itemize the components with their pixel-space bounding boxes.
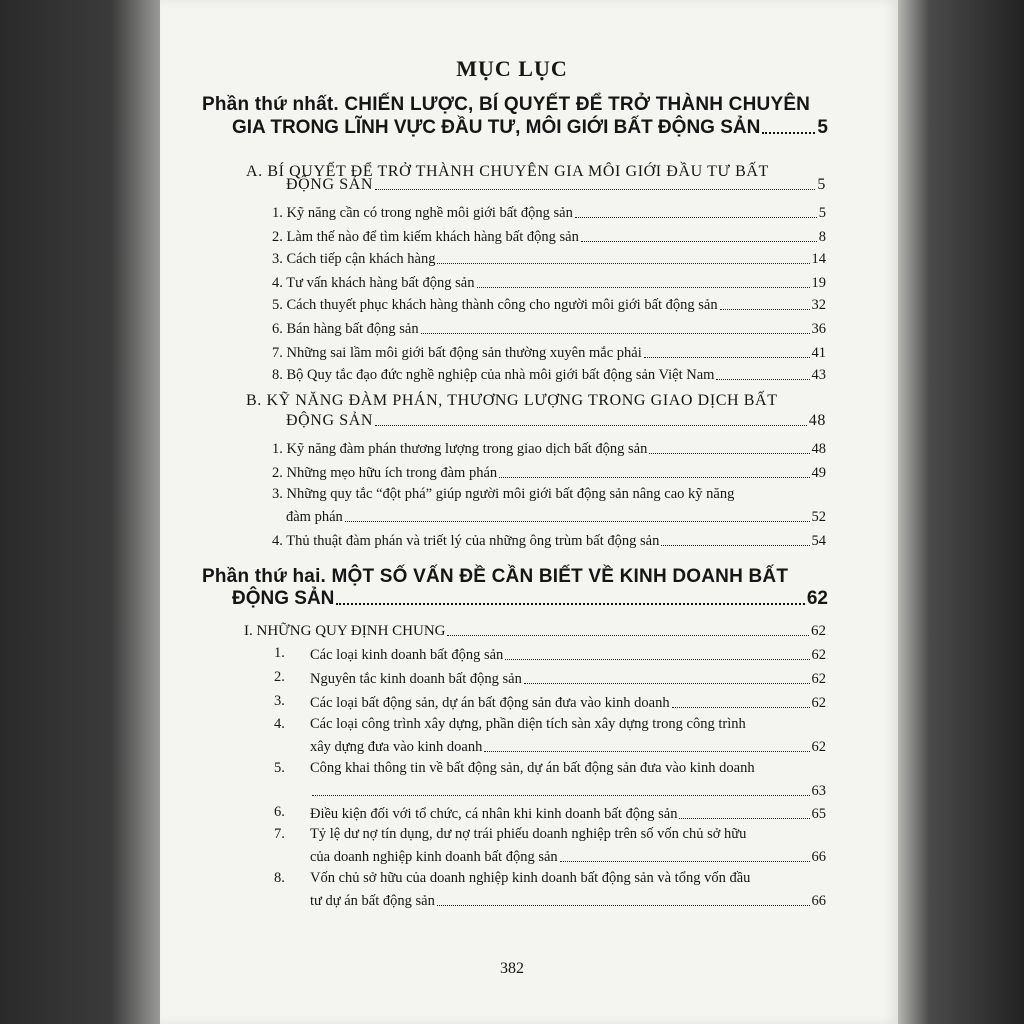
entry-page: 66 [811, 849, 826, 865]
entry-label-cont: của doanh nghiệp kinh doanh bất động sản [310, 849, 558, 865]
part1-page: 5 [817, 117, 828, 138]
leader-dots [649, 453, 809, 454]
part2-title-line1: Phần thứ hai. MỘT SỐ VẤN ĐỀ CẦN BIẾT VỀ KINH DOANH BẤT [202, 566, 789, 587]
leader-dots [447, 635, 809, 636]
secB-title-line2: ĐỘNG SẢN [286, 412, 374, 429]
toc-entry [272, 274, 826, 292]
toc-entry [272, 228, 826, 246]
entry-page: 41 [811, 345, 826, 361]
entry-label: Vốn chủ sở hữu của doanh nghiệp kinh doanh bất động sản và tổng vốn đầu [310, 870, 751, 886]
entry-page: 63 [811, 783, 826, 799]
leader-dots [661, 545, 809, 546]
leader-dots [437, 905, 810, 906]
item-number: 2. [274, 669, 285, 685]
leader-dots [720, 309, 810, 310]
leader-dots [644, 357, 810, 358]
toc-entry [310, 782, 826, 800]
leader-dots [524, 683, 810, 684]
leader-dots [312, 795, 810, 796]
toc-entry [272, 440, 826, 458]
secA-title-line1: A. BÍ QUYẾT ĐỂ TRỞ THÀNH CHUYÊN GIA MÔI GIỚI ĐẦU TƯ BẤT [246, 163, 769, 180]
secI-page: 62 [811, 623, 826, 639]
entry-label: 2. Những mẹo hữu ích trong đàm phán [272, 465, 498, 481]
secA-title-line2: ĐỘNG SẢN [286, 176, 374, 193]
item-number: 3. [274, 693, 285, 709]
secA-page: 5 [817, 176, 826, 193]
toc-entry [310, 694, 826, 712]
leader-dots [505, 659, 809, 660]
entry-label: 7. Những sai lầm môi giới bất động sản thường xuyên mắc phải [272, 345, 642, 361]
leader-dots [575, 217, 817, 218]
leader-dots [336, 603, 804, 605]
leader-dots [499, 477, 809, 478]
entry-page: 8 [818, 229, 826, 245]
item-number: 5. [274, 760, 285, 776]
background-right [898, 0, 1024, 1024]
toc-entry [272, 464, 826, 482]
toc-entry [310, 805, 826, 823]
entry-label: Các loại công trình xây dựng, phần diện tích sàn xây dựng trong công trình [310, 716, 746, 732]
secI-entry [244, 622, 826, 640]
leader-dots [581, 241, 817, 242]
leader-dots [375, 189, 815, 190]
secB-title-line1: B. KỸ NĂNG ĐÀM PHÁN, THƯƠNG LƯỢNG TRONG GIAO DỊCH BẤT [246, 392, 778, 409]
toc-entry [272, 532, 826, 550]
part1-entry [232, 117, 828, 139]
leader-dots [345, 521, 810, 522]
entry-page: 36 [811, 321, 826, 337]
leader-dots [716, 379, 809, 380]
entry-label-cont: tư dự án bất động sản [310, 893, 435, 909]
entry-label: Công khai thông tin về bất động sản, dự án bất động sản đưa vào kinh doanh [310, 760, 755, 776]
leader-dots [762, 132, 815, 134]
toc-entry [310, 670, 826, 688]
toc-entry [272, 204, 826, 222]
leader-dots [375, 425, 807, 426]
secA-entry [286, 176, 826, 194]
entry-label: Các loại kinh doanh bất động sản [310, 647, 504, 663]
item-number: 6. [274, 804, 285, 820]
part1-title-line1: Phần thứ nhất. CHIẾN LƯỢC, BÍ QUYẾT ĐỂ TRỞ THÀNH CHUYÊN [202, 94, 811, 115]
toc-entry [272, 344, 826, 362]
entry-label: 4. Thủ thuật đàm phán và triết lý của những ông trùm bất động sản [272, 533, 660, 549]
part2-title-line2: ĐỘNG SẢN [232, 588, 335, 609]
toc-entry [286, 508, 826, 526]
entry-page: 62 [811, 671, 826, 687]
entry-page: 14 [811, 251, 826, 267]
leader-dots [672, 707, 810, 708]
entry-page: 48 [811, 441, 826, 457]
entry-label: 4. Tư vấn khách hàng bất động sản [272, 275, 475, 291]
entry-page: 62 [811, 647, 826, 663]
entry-page: 49 [811, 465, 826, 481]
leader-dots [437, 263, 809, 264]
entry-label: 8. Bộ Quy tắc đạo đức nghề nghiệp của nhà môi giới bất động sản Việt Nam [272, 367, 715, 383]
toc-entry [272, 296, 826, 314]
entry-page: 62 [811, 739, 826, 755]
leader-dots [679, 818, 809, 819]
toc-entry [310, 848, 826, 866]
item-number: 1. [274, 645, 285, 661]
toc-entry [310, 892, 826, 910]
entry-page: 66 [811, 893, 826, 909]
leader-dots [484, 751, 809, 752]
secB-entry [286, 412, 826, 430]
toc-entry [310, 738, 826, 756]
entry-label: 3. Cách tiếp cận khách hàng [272, 251, 436, 267]
entry-page: 52 [811, 509, 826, 525]
entry-label: 5. Cách thuyết phục khách hàng thành công cho người môi giới bất động sản [272, 297, 718, 313]
entry-page: 32 [811, 297, 826, 313]
item-number: 7. [274, 826, 285, 842]
page-number: 382 [500, 960, 524, 977]
entry-label: 6. Bán hàng bất động sản [272, 321, 419, 337]
entry-label: Nguyên tắc kinh doanh bất động sản [310, 671, 522, 687]
secI-title: I. NHỮNG QUY ĐỊNH CHUNG [244, 623, 446, 639]
part1-title-line2: GIA TRONG LĨNH VỰC ĐẦU TƯ, MÔI GIỚI BẤT ĐỘNG SẢN [232, 117, 761, 138]
part2-entry [232, 588, 828, 610]
toc-entry [272, 250, 826, 268]
entry-label: 1. Kỹ năng cần có trong nghề môi giới bất động sản [272, 205, 573, 221]
entry-label: Tỷ lệ dư nợ tín dụng, dư nợ trái phiếu doanh nghiệp trên số vốn chủ sở hữu [310, 826, 747, 842]
part2-page: 62 [806, 588, 828, 609]
entry-label: 2. Làm thế nào để tìm kiếm khách hàng bất động sản [272, 229, 579, 245]
item-number: 4. [274, 716, 285, 732]
entry-label-cont: đàm phán [286, 509, 343, 525]
entry-page: 65 [811, 806, 826, 822]
background-left [0, 0, 160, 1024]
entry-label: 1. Kỹ năng đàm phán thương lượng trong giao dịch bất động sản [272, 441, 648, 457]
entry-page: 54 [811, 533, 826, 549]
leader-dots [421, 333, 810, 334]
entry-label: 3. Những quy tắc “đột phá” giúp người môi giới bất động sản nâng cao kỹ năng [272, 486, 735, 502]
entry-page: 19 [811, 275, 826, 291]
toc-entry [310, 646, 826, 664]
toc-entry [272, 320, 826, 338]
page-title: MỤC LỤC [456, 56, 568, 81]
leader-dots [477, 287, 810, 288]
entry-label: Điều kiện đối với tổ chức, cá nhân khi kinh doanh bất động sản [310, 806, 678, 822]
secB-page: 48 [808, 412, 826, 429]
entry-label: Các loại bất động sản, dự án bất động sản đưa vào kinh doanh [310, 695, 670, 711]
item-number: 8. [274, 870, 285, 886]
leader-dots [560, 861, 810, 862]
entry-page: 5 [818, 205, 826, 221]
entry-label-cont: xây dựng đưa vào kinh doanh [310, 739, 483, 755]
toc-entry [272, 366, 826, 384]
entry-page: 62 [811, 695, 826, 711]
entry-page: 43 [811, 367, 826, 383]
